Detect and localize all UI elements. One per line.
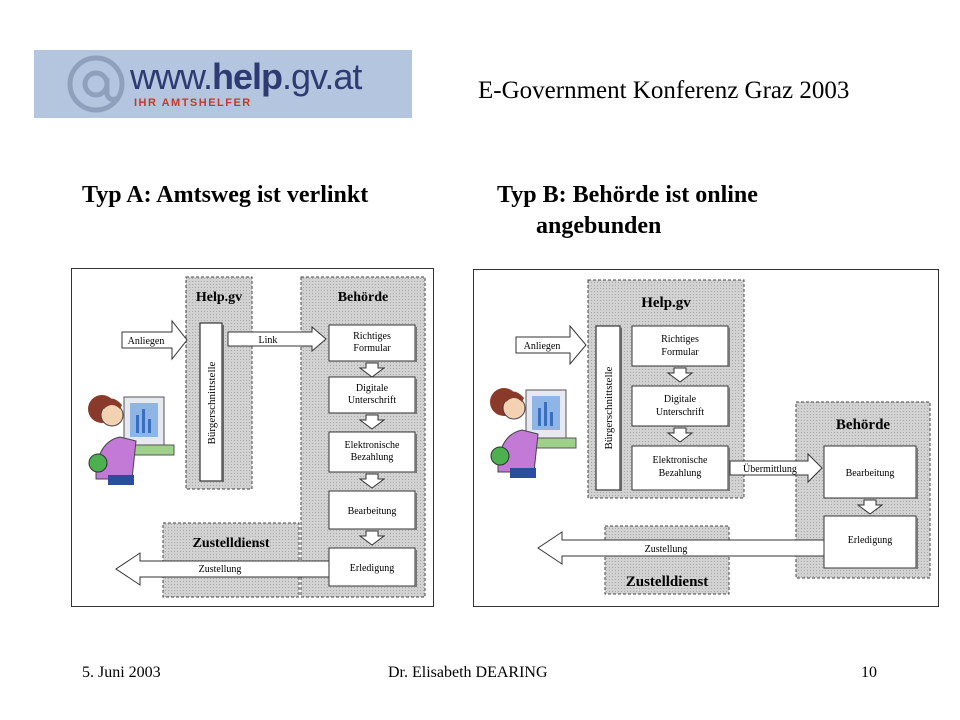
svg-text:Digitale: Digitale xyxy=(355,383,389,394)
footer-page-number: 10 xyxy=(861,664,877,681)
diagram-typ-a xyxy=(71,268,434,607)
diagram-typ-b xyxy=(473,269,939,607)
anliegen-arrow xyxy=(516,326,586,364)
svg-text:Formular: Formular xyxy=(353,343,391,354)
person-at-computer-icon xyxy=(490,388,576,478)
process-box xyxy=(632,446,729,491)
anliegen-label: Anliegen xyxy=(127,336,165,347)
zustelldienst-title: Zustelldienst xyxy=(625,574,709,590)
typ-a-heading: Typ A: Amtsweg ist verlinkt xyxy=(82,182,369,208)
process-box xyxy=(632,326,729,367)
buergerschnittstelle-label: Bürgerschnittstelle xyxy=(206,361,218,445)
logo-tagline: IHR AMTSHELFER xyxy=(134,97,252,109)
process-box xyxy=(329,325,416,362)
anliegen-label: Anliegen xyxy=(523,341,561,352)
zustellung-label: Zustellung xyxy=(198,564,242,575)
process-box xyxy=(329,548,416,587)
svg-text:Erledigung: Erledigung xyxy=(847,535,893,546)
svg-text:Bezahlung: Bezahlung xyxy=(350,452,394,463)
anliegen-arrow xyxy=(122,321,187,359)
svg-text:Erledigung: Erledigung xyxy=(349,563,395,574)
buergerschnittstelle-label: Bürgerschnittstelle xyxy=(603,366,615,450)
uebermittlung-label: Übermittlung xyxy=(743,464,797,475)
process-box xyxy=(824,516,917,569)
at-sign-icon xyxy=(34,50,134,118)
svg-text:Elektronische: Elektronische xyxy=(652,455,708,466)
svg-text:Unterschrift: Unterschrift xyxy=(347,395,397,406)
process-box xyxy=(329,491,416,530)
svg-text:Richtiges: Richtiges xyxy=(661,334,699,345)
zustelldienst-container xyxy=(605,526,729,594)
help-gv-title: Help.gv xyxy=(195,290,243,305)
process-box xyxy=(632,386,729,427)
conference-title: E-Government Konferenz Graz 2003 xyxy=(478,77,850,104)
footer-author: Dr. Elisabeth DEARING xyxy=(388,664,548,681)
process-box xyxy=(329,377,416,414)
process-box xyxy=(824,446,917,499)
behoerde-title: Behörde xyxy=(337,290,389,305)
person-at-computer-icon xyxy=(88,395,174,485)
svg-text:Formular: Formular xyxy=(661,347,699,358)
typ-b-heading-line2: angebunden xyxy=(536,213,662,239)
buergerschnittstelle-box xyxy=(200,323,223,482)
typ-b-heading-line1: Typ B: Behörde ist online xyxy=(497,182,758,208)
help-gv-title: Help.gv xyxy=(641,295,691,311)
svg-text:Bearbeitung: Bearbeitung xyxy=(845,468,895,479)
helpgv-logo xyxy=(34,50,412,118)
logo-url: www.help.gv.at xyxy=(130,56,362,97)
svg-text:Richtiges: Richtiges xyxy=(353,331,391,342)
zustelldienst-title: Zustelldienst xyxy=(192,536,270,551)
svg-text:Elektronische: Elektronische xyxy=(344,440,400,451)
zustellung-label: Zustellung xyxy=(644,544,688,555)
svg-text:Bezahlung: Bezahlung xyxy=(658,468,702,479)
footer-date: 5. Juni 2003 xyxy=(82,664,161,681)
svg-text:Digitale: Digitale xyxy=(663,394,697,405)
help-process-boxes xyxy=(632,326,729,491)
svg-text:Bearbeitung: Bearbeitung xyxy=(347,506,397,517)
svg-text:Unterschrift: Unterschrift xyxy=(655,407,705,418)
zustelldienst-container xyxy=(163,523,299,597)
process-box xyxy=(329,432,416,473)
buergerschnittstelle-box xyxy=(596,326,621,491)
link-label: Link xyxy=(258,335,278,346)
behoerde-title: Behörde xyxy=(835,417,891,433)
